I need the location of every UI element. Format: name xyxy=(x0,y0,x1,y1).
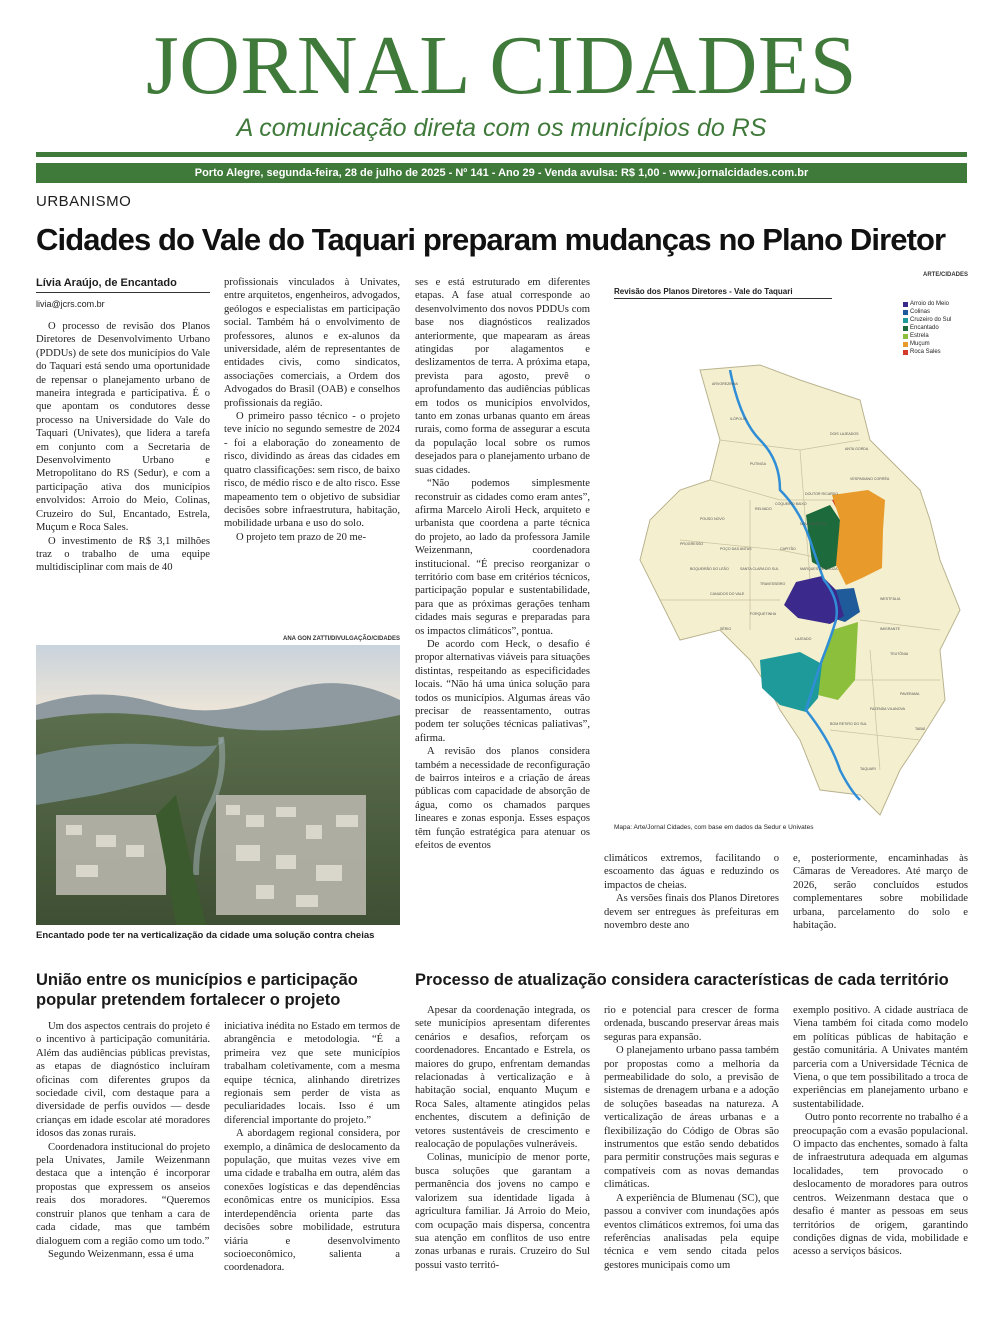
paragraph: rio e potencial para crescer de forma ordenada, buscando preservar áreas mais seguras para expansão. xyxy=(604,1005,779,1043)
town-label: FAZENDA VILANOVA xyxy=(870,707,906,711)
town-label: BOQUEIRÃO DO LEÃO xyxy=(690,567,729,571)
paragraph: As versões finais dos Planos Diretores devem ser entregues às prefeituras em novembro deste ano xyxy=(604,893,779,932)
town-label: RELVADO xyxy=(755,507,772,511)
paragraph: O investimento de R$ 3,1 milhões traz o trabalho de uma equipe multidisciplinar com mais de 40 xyxy=(36,535,210,574)
town-label: PROGRESSO xyxy=(680,542,704,546)
article-column-1 xyxy=(36,320,210,628)
paragraph: O processo de revisão dos Planos Diretores de Desenvolvimento Urbano (PDDUs) de sete dos municípios do Vale do Taquari está sendo uma oportunidade de repensar o planejamento urbano de maneira integrada e participativa. É o que apontam os condutores desse processo na Universidade do Vale do Taquari (Univates), que lidera a tarefa em conjunto com a Secretaria de Desenvolvimento Urbano e Metropolitano do RS (Sedur), e com a participação ativa dos municípios envolvidos: Arroio do Meio, Colinas, Cruzeiro do Sul, Encantado, Estrela, Muçum e Roca Sales. xyxy=(36,321,210,534)
town-label: TABAÍ xyxy=(915,727,926,731)
town-label: ARVOREZINHA xyxy=(712,382,738,386)
paragraph: e, posteriormente, encaminhadas às Câmaras de Vereadores. Até março de 2026, serão concluídos estudos complementares sobre mobilidade urbana, parcelamento do solo e habitação. xyxy=(793,853,968,932)
town-label: PAVERAMA xyxy=(900,692,920,696)
paragraph: Colinas, município de menor porte, busca soluções que garantam a permanência dos jovens no campo e valorizem sua identidade ligada à agricultura familiar. Já Arroio do Meio, com ocupação mais dispersa, concentra sua atenção em conflitos de uso entre zonas urbanas e rurais. Cruzeiro do Sul possui vasto territó- xyxy=(415,1152,590,1271)
paragraph: O planejamento urbano passa também por propostas como a melhoria da permeabilidade do solo, a previsão de sistemas de drenagem urbana e a adoção de soluções baseadas na natureza. A verticalização de áreas urbanas e a flexibilização do Código de Obras são instrumentos que estão sendo debatidos para permitir construções mais seguras e compatíveis com as novas demandas climáticas. xyxy=(604,1045,779,1191)
town-label: TRAVESSEIRO xyxy=(760,582,786,586)
dateline: Porto Alegre, segunda-feira, 28 de julho de 2025 - Nº 141 - Ano 29 - Venda avulsa: R$ 1,00 - www.jornalcidades.com.br xyxy=(36,163,967,183)
town-label: DOUTOR RICARDO xyxy=(805,492,839,496)
author-email[interactable]: livia@jcrs.com.br xyxy=(36,299,105,309)
town-label: FORQUETINHA xyxy=(750,612,777,616)
paragraph: Segundo Weizenmann, essa é uma xyxy=(48,1248,194,1260)
article-column-3 xyxy=(415,276,590,946)
region-map xyxy=(600,300,980,820)
legend-label: Roca Sales xyxy=(910,349,941,355)
area-cruzeiro-do-sul xyxy=(760,652,822,712)
paragraph: Apesar da coordenação integrada, os sete municípios apresentam diferentes cenários e desafios, reforçam os coordenadores. Encantado e Estrela, os maiores do grupo, enfrentam demandas relacionadas à verticalização e à habitação social, enquanto Muçum e Roca Sales, altamente atingidos pelas enchentes, discutem a definição de vetores sustentáveis de crescimento e realocação de populações vulneráveis. xyxy=(415,1005,590,1151)
paragraph: climáticos extremos, facilitando o escoamento das águas e reduzindo os impactos de cheias. xyxy=(604,853,779,891)
town-label: COQUEIRO BAIXO xyxy=(775,502,807,506)
photo-credit: ANA GON ZATTI/DIVULGAÇÃO/CIDADES xyxy=(283,636,400,642)
legend-label: Colinas xyxy=(910,309,931,315)
town-label: SANTA CLARA DO SUL xyxy=(740,567,779,571)
town-label: MARQUES DE SOUZA xyxy=(800,567,838,571)
paragraph: O projeto tem prazo de 20 me- xyxy=(236,531,367,543)
legend-label: Muçum xyxy=(910,341,930,347)
photo-caption: Encantado pode ter na verticalização da cidade uma solução contra cheias xyxy=(36,930,375,941)
town-label: TEUTÔNIA xyxy=(890,652,909,656)
town-label: DOIS LAJEADOS xyxy=(830,432,859,436)
town-label: TAQUARI xyxy=(860,767,876,771)
paragraph: A experiência de Blumenau (SC), que passou a conviver com inundações após eventos climáticos extremos, foi uma das referências analisadas pela equipe técnica e vem sendo citada pelos gestores municipais como um xyxy=(604,1192,779,1271)
paragraph: A abordagem regional considera, por exemplo, a dinâmica de deslocamento da população, que muitas vezes vive em uma cidade e trabalha em outra, além das conexões logísticas e das dependências econômicas entre os municípios. Essa interdependência orienta parte das decisões sobre mobilidade, estrutura viária e desenvolvimento socioeconômico, salienta a coordenadora. xyxy=(224,1128,400,1274)
town-label: POÇO DAS ANTAS xyxy=(720,547,752,551)
town-label: IMIGRANTE xyxy=(880,627,900,631)
sub1-column-2 xyxy=(224,1020,400,1312)
sub1-column-1 xyxy=(36,1020,210,1312)
town-label: VESPASIANO CORRÊA xyxy=(850,477,890,481)
sub2-column-1 xyxy=(415,1004,590,1312)
paragraph: Outro ponto recorrente no trabalho é a preocupação com a evasão populacional. O impacto das enchentes, somado à falta de infraestrutura adequada em algumas localidades, tem provocado o deslocamento de moradores para outros centros. Weizenmann destaca que o desafio é manter as pessoas em seus territórios de origem, garantindo condições dignas de vida, mobilidade e acesso a serviços básicos. xyxy=(793,1112,968,1258)
town-label: NOVA BRÉSCIA xyxy=(800,522,827,526)
masthead-rule xyxy=(36,152,967,157)
byline: Lívia Araújo, de Encantado xyxy=(36,277,210,293)
town-label: CANUDOS DO VALE xyxy=(710,592,745,596)
town-label: ILÓPOLIS xyxy=(730,417,747,421)
town-label: CAPITÃO xyxy=(780,547,796,551)
masthead-subtitle: A comunicação direta com os municípios do RS xyxy=(236,114,767,142)
sub2-column-2 xyxy=(604,1004,779,1312)
town-label: LAJEADO xyxy=(795,637,812,641)
paragraph: ses e está estruturado em diferentes etapas. A fase atual corresponde ao desenvolvimento dos novos PDDUs com base nos diagnósticos realizados anteriormente, que mapearam as áreas atingidas por alagamentos e deslizamentos de terra. A próxima etapa, prevista para agosto, prevê o aprofundamento das audiências públicas em todos os municípios envolvidos, tanto em zonas urbanas quanto em áreas rurais, como forma de assegurar a escuta da população local sobre os rumos desejados para o planejamento urbano de suas cidades. xyxy=(415,277,590,476)
map-source: Mapa: Arte/Jornal Cidades, com base em dados da Sedur e Univates xyxy=(614,824,814,831)
town-label: ANTA GORDA xyxy=(845,447,869,451)
city-aerial-photo xyxy=(36,645,400,925)
sub2-headline: Processo de atualização considera características de cada território xyxy=(415,971,949,989)
paragraph: A revisão dos planos considera também a necessidade de reconfiguração de bairros inteiros e a criação de áreas públicas com capacidade de absorção de água, como os chamados parques lineares e zonas esponja. Esses espaços têm função estratégica para atenuar os efeitos de eventos xyxy=(415,746,590,852)
article-column-4 xyxy=(604,852,779,946)
town-label: WESTFÁLIA xyxy=(880,597,901,601)
paragraph: exemplo positivo. A cidade austríaca de Viena também foi citada como modelo em políticas públicas de habitação e gestão comunitária. A Univates mantém parceria com a Universidade Técnica de Viena, o que tem possibilitado a troca de experiências em planejamento urbano e sustentabilidade. xyxy=(793,1005,968,1110)
paragraph: De acordo com Heck, o desafio é propor alternativas viáveis para situações distintas, respeitando as especificidades locais. “Não há uma única solução para todos os municípios. Algumas áreas vão precisar de reassentamento, outras podem ter soluções técnicas paliativas”, afirma. xyxy=(415,638,590,744)
town-label: PUTINGA xyxy=(750,462,766,466)
paragraph: Coordenadora institucional do projeto pela Univates, Jamile Weizenmann destaca que a intenção é incorporar propostas que expressem os anseios reais dos moradores. “Queremos construir planos que tenham a cara de cada cidade, mas que também dialoguem com a região como um todo.” xyxy=(36,1141,210,1247)
paragraph: iniciativa inédita no Estado em termos de abrangência e metodologia. “É a primeira vez que sete municípios trabalham coletivamente, com a mesma equipe técnica, alinhando diretrizes regionais sem perder de vista as peculiaridades locais. Isso é um diferencial importante do projeto.” xyxy=(224,1021,400,1126)
section-label: URBANISMO xyxy=(36,193,132,210)
map-title: Revisão dos Planos Diretores - Vale do Taquari xyxy=(614,287,832,299)
paragraph: profissionais vinculados à Univates, entre arquitetos, engenheiros, advogados, geólogos e especialistas em participação social. Também há o envolvimento de professores, alunos e ex-alunos da universidade, além de representantes de entidades civis, como sindicatos, associações comerciais, a Ordem dos Advogados do Brasil (OAB) e conselhos profissionais da região. xyxy=(224,277,400,409)
legend-label: Arroio do Meio xyxy=(910,301,950,307)
town-label: BOM RETIRO DO SUL xyxy=(830,722,868,726)
map-credit: ARTE/CIDADES xyxy=(922,272,968,278)
legend-label: Estrela xyxy=(910,333,929,339)
sub1-headline: União entre os municípios e participação popular pretendem fortalecer o projeto xyxy=(36,971,358,1009)
paragraph: “Não podemos simplesmente reconstruir as cidades como eram antes”, afirma Marcelo Airoli Heck, arquiteto e urbanista que coordena a parte técnica do projeto, ao lado da professora Jamile Weizenmann, coordenadora institucional. “É preciso reorganizar o território com base em critérios técnicos, participação popular e sustentabilidade, para que as próximas gerações tenham cidades mais seguras e preparadas para os impactos climáticos”, pontua. xyxy=(415,478,590,637)
town-label: POUSO NOVO xyxy=(700,517,725,521)
masthead-title: JORNAL CIDADES xyxy=(146,19,857,112)
legend-label: Cruzeiro do Sul xyxy=(910,317,952,323)
article-column-2 xyxy=(224,276,400,628)
paragraph: O primeiro passo técnico - o projeto teve início no segundo semestre de 2024 - foi a elaboração do zoneamento de risco, dividindo as áreas das cidades em quatro classificações: sem risco, de baixo risco, de médio risco e de alto risco. Esse mapeamento tem o objetivo de subsidiar decisões sobre infraestrutura, habitação, mobilidade urbana e uso do solo. xyxy=(224,411,400,530)
legend-label: Encantado xyxy=(910,325,939,331)
paragraph: Um dos aspectos centrais do projeto é o incentivo à participação comunitária. Além das audiências públicas previstas, as etapas de diagnóstico incluíram oficinas com diferentes grupos da sociedade civil, com destaque para a diversidade de perfis ouvidos — desde crianças em idade escolar até moradores idosos das zonas rurais. xyxy=(36,1021,210,1140)
article-column-5 xyxy=(793,852,968,946)
town-label: SÉRIO xyxy=(720,627,732,631)
sub2-column-3 xyxy=(793,1004,968,1312)
article-headline: Cidades do Vale do Taquari preparam mudanças no Plano Diretor xyxy=(36,222,946,257)
